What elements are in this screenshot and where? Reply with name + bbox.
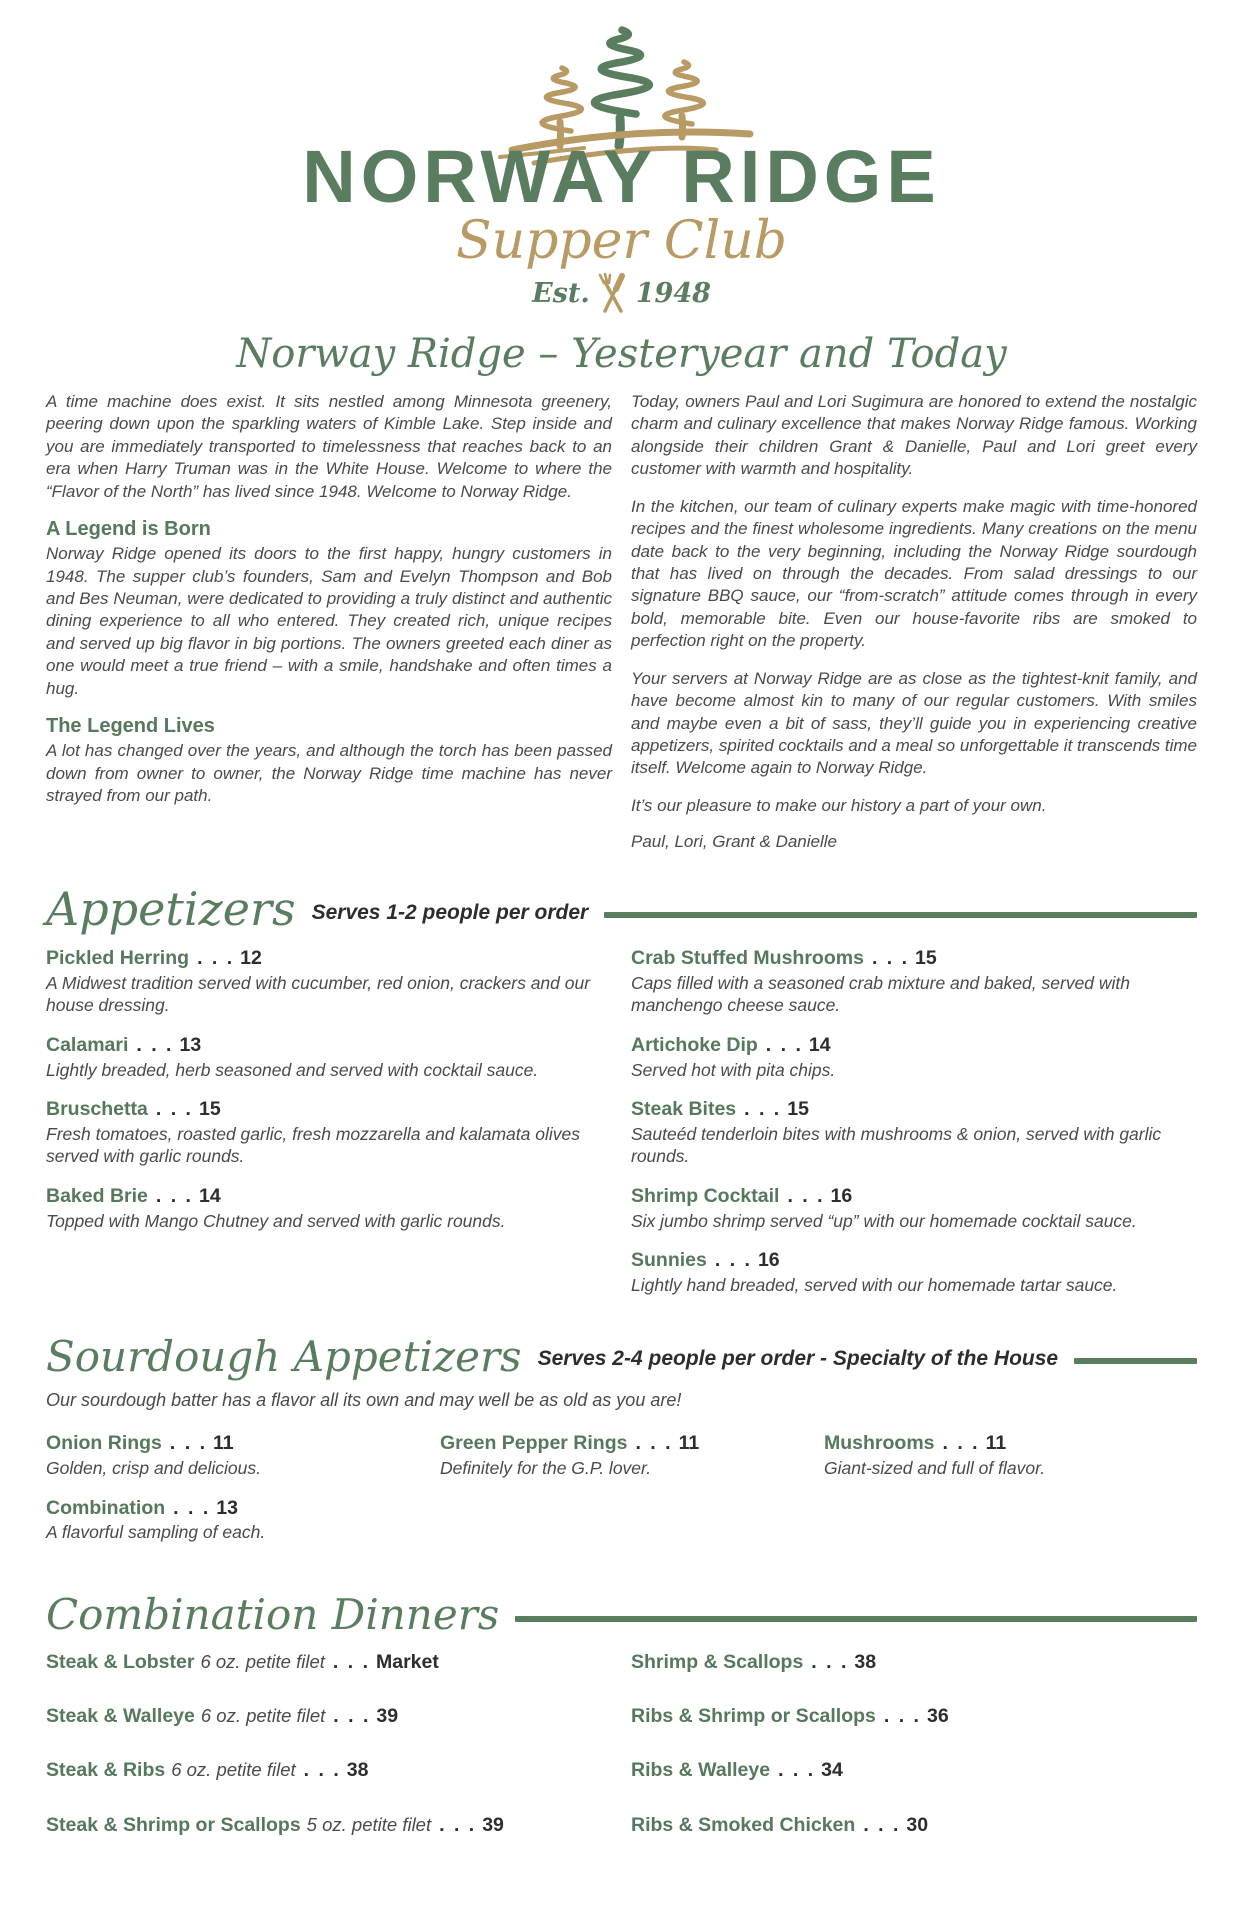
- item-detail: 6 oz. petite filet: [200, 1650, 325, 1672]
- intro-paragraph: In the kitchen, our team of culinary experts make magic with time-honored recipes and the finest wholesome ingredients. Many creations on the menu date back to the very beginning, including the Norway Ridge sourdough that has lived on through the decades. From salad dressings to our signature BBQ sauce, our “from-scratch” attitude comes through in every bold, memorable bite. Even our house-favorite ribs are smoked to perfection right on the property.: [631, 496, 1197, 651]
- item-price: 13: [216, 1496, 238, 1519]
- item-dots: . . .: [765, 1034, 803, 1057]
- item-dots: . . .: [169, 1432, 207, 1455]
- item-name: Sunnies: [631, 1249, 707, 1272]
- item-desc: Fresh tomatoes, roasted garlic, fresh mozzarella and kalamata olives served with garlic rounds.: [46, 1123, 580, 1167]
- menu-item: [631, 1758, 1197, 1782]
- signature: Paul, Lori, Grant & Danielle: [631, 832, 837, 852]
- combination-dinners-header: [46, 1589, 1197, 1639]
- item-name: Combination: [46, 1496, 166, 1519]
- item-price: 30: [906, 1813, 929, 1836]
- item-dots: . . .: [332, 1650, 370, 1673]
- menu-item: [46, 1097, 612, 1168]
- appetizers-section: [0, 882, 1243, 1312]
- item-name: Onion Rings: [46, 1432, 162, 1455]
- item-price: 14: [198, 1185, 221, 1208]
- item-dots: . . .: [811, 1650, 849, 1673]
- menu-item: [440, 1431, 824, 1479]
- item-price: 11: [213, 1432, 234, 1455]
- item-desc: Definitely for the G.P. lover.: [440, 1457, 652, 1478]
- item-price: Market: [376, 1650, 439, 1673]
- item-dots: . . .: [942, 1432, 980, 1455]
- menu-item: [631, 946, 1197, 1017]
- established-line: [0, 273, 1243, 315]
- intro-right-column: [631, 391, 1197, 852]
- item-price: 39: [482, 1813, 504, 1836]
- item-price: 38: [854, 1650, 877, 1673]
- item-price: 16: [757, 1249, 780, 1272]
- item-desc: A flavorful sampling of each.: [46, 1521, 266, 1542]
- sourdough-intro: Our sourdough batter has a flavor all its own and may well be as old as you are!: [46, 1390, 682, 1411]
- menu-item: [46, 1813, 612, 1837]
- item-dots: . . .: [744, 1098, 782, 1121]
- item-desc: A Midwest tradition served with cucumber, red onion, crackers and our house dressing.: [46, 972, 591, 1016]
- item-price: 34: [821, 1759, 843, 1782]
- menu-item: [46, 1650, 612, 1674]
- menu-item: [824, 1431, 1197, 1479]
- item-price: 11: [678, 1432, 700, 1455]
- item-name: Calamari: [46, 1034, 129, 1057]
- section-divider: [604, 912, 1197, 918]
- section-divider: [1074, 1358, 1197, 1364]
- item-name: Mushrooms: [824, 1432, 935, 1455]
- item-detail: 6 oz. petite filet: [171, 1759, 296, 1781]
- sourdough-section: [0, 1332, 1243, 1559]
- menu-item: [631, 1704, 1197, 1728]
- item-price: 16: [830, 1185, 853, 1208]
- item-name: Ribs & Smoked Chicken: [631, 1813, 856, 1836]
- header: [0, 0, 1243, 315]
- menu-item: [46, 1033, 612, 1081]
- item-price: 38: [346, 1759, 369, 1782]
- item-dots: . . .: [173, 1496, 211, 1519]
- item-name: Green Pepper Rings: [440, 1432, 628, 1455]
- combination-dinners-title: Combination Dinners: [46, 1589, 500, 1639]
- brand-name: NORWAY RIDGE: [302, 135, 941, 218]
- item-name: Baked Brie: [46, 1185, 148, 1208]
- item-name: Steak Bites: [631, 1098, 737, 1121]
- item-desc: Lightly breaded, herb seasoned and served with cocktail sauce.: [46, 1059, 539, 1080]
- item-name: Artichoke Dip: [631, 1034, 758, 1057]
- sourdough-header: [46, 1332, 1197, 1382]
- dinners-columns: [46, 1650, 1197, 1868]
- appetizers-columns: [46, 946, 1197, 1312]
- section-divider: [515, 1616, 1197, 1622]
- item-price: 36: [926, 1705, 949, 1728]
- item-desc: Sauteéd tenderloin bites with mushrooms & onion, served with garlic rounds.: [631, 1123, 1162, 1167]
- item-price: 11: [985, 1432, 1007, 1455]
- item-price: 14: [808, 1034, 831, 1057]
- legend-born-text: Norway Ridge opened its doors to the first happy, hungry customers in 1948. The supper club’s founders, Sam and Evelyn Thompson and Bob and Bes Neuman, were dedicated to providing a truly distinct and authentic dining experience to all who entered. They created rich, unique recipes and served up big flavor in big portions. The owners greeted each diner as one would meet a true friend – with a smile, handshake and often times a hug.: [46, 544, 612, 698]
- item-name: Steak & Ribs: [46, 1759, 166, 1782]
- item-name: Steak & Shrimp or Scallops: [46, 1813, 301, 1836]
- item-name: Steak & Lobster: [46, 1650, 195, 1673]
- est-year: 1948: [635, 278, 711, 310]
- intro-paragraph: Today, owners Paul and Lori Sugimura are honored to extend the nostalgic charm and culinary excellence that makes Norway Ridge famous. Working alongside their children Grant & Danielle, Paul and Lori greet every customer with warmth and hospitality.: [631, 391, 1197, 479]
- item-dots: . . .: [714, 1249, 752, 1272]
- est-prefix: Est.: [532, 278, 590, 310]
- item-dots: . . .: [439, 1813, 477, 1836]
- dinners-left-column: [46, 1650, 612, 1868]
- appetizers-subtitle: Serves 1-2 people per order: [311, 901, 589, 925]
- item-price: 15: [787, 1098, 809, 1121]
- item-dots: . . .: [635, 1432, 673, 1455]
- sourdough-grid: [46, 1431, 1197, 1559]
- item-dots: . . .: [197, 947, 235, 970]
- menu-item: [46, 1758, 612, 1782]
- menu-item: [46, 946, 612, 1017]
- menu-item: [631, 1097, 1197, 1168]
- item-desc: Golden, crisp and delicious.: [46, 1457, 261, 1478]
- item-dots: . . .: [333, 1705, 371, 1728]
- item-name: Steak & Walleye: [46, 1705, 195, 1728]
- legend-lives-heading: The Legend Lives: [46, 715, 215, 738]
- item-desc: Giant-sized and full of flavor.: [824, 1457, 1046, 1478]
- item-name: Crab Stuffed Mushrooms: [631, 947, 864, 970]
- appetizers-right-column: [631, 946, 1197, 1312]
- menu-item: [46, 1496, 440, 1544]
- item-dots: . . .: [155, 1185, 193, 1208]
- sourdough-title: Sourdough Appetizers: [46, 1332, 522, 1382]
- item-detail: 6 oz. petite filet: [200, 1705, 326, 1727]
- menu-item: [46, 1704, 612, 1728]
- menu-item: [631, 1184, 1197, 1232]
- item-name: Pickled Herring: [46, 947, 190, 970]
- appetizers-title: Appetizers: [46, 882, 296, 937]
- menu-item: [46, 1184, 612, 1232]
- menu-item: [631, 1248, 1197, 1296]
- item-desc: Caps filled with a seasoned crab mixture and baked, served with manchengo cheese sauce.: [631, 972, 1131, 1016]
- item-name: Shrimp Cocktail: [631, 1185, 780, 1208]
- dinners-right-column: [631, 1650, 1197, 1868]
- brand-subtitle: Supper Club: [455, 211, 788, 272]
- item-price: 13: [179, 1034, 202, 1057]
- intro-paragraph: It’s our pleasure to make our history a part of your own.: [631, 795, 1047, 815]
- item-dots: . . .: [155, 1098, 193, 1121]
- item-dots: . . .: [883, 1705, 921, 1728]
- item-name: Bruschetta: [46, 1098, 148, 1121]
- menu-item: [631, 1650, 1197, 1674]
- item-detail: 5 oz. petite filet: [306, 1813, 432, 1835]
- item-price: 15: [915, 947, 937, 970]
- appetizers-left-column: [46, 946, 612, 1312]
- sourdough-subtitle: Serves 2-4 people per order - Specialty of the House: [537, 1347, 1059, 1371]
- item-price: 15: [198, 1098, 221, 1121]
- item-dots: . . .: [871, 947, 910, 970]
- crossed-fork-knife-icon: [596, 273, 630, 315]
- item-price: 39: [376, 1705, 399, 1728]
- intro-paragraph: Your servers at Norway Ridge are as close as the tightest-knit family, and have become almost kin to many of our regular customers. With smiles and maybe even a bit of sass, they’ll guide you in experiencing creative appetizers, spirited cocktails and a meal so unforgettable it transcends time itself. Welcome again to Norway Ridge.: [631, 668, 1198, 778]
- combination-dinners-section: [0, 1589, 1243, 1868]
- intro-columns: [0, 391, 1243, 852]
- appetizers-header: [46, 882, 1197, 937]
- item-name: Shrimp & Scallops: [631, 1650, 804, 1673]
- item-dots: . . .: [787, 1185, 825, 1208]
- item-desc: Topped with Mango Chutney and served with garlic rounds.: [46, 1210, 506, 1231]
- sourdough-column: [440, 1431, 824, 1559]
- item-name: Ribs & Shrimp or Scallops: [631, 1705, 876, 1728]
- sourdough-column: [46, 1431, 440, 1559]
- item-desc: Lightly hand breaded, served with our homemade tartar sauce.: [631, 1274, 1118, 1295]
- menu-item: [46, 1431, 440, 1479]
- intro-paragraph: A time machine does exist. It sits nestled among Minnesota greenery, peering down upon the sparkling waters of Kimble Lake. Step inside and you are immediately transported to timelessness that reaches back to an era when Harry Truman was in the White House. Welcome to where the “Flavor of the North” has lived since 1948. Welcome to Norway Ridge.: [46, 391, 612, 501]
- item-desc: Served hot with pita chips.: [631, 1059, 836, 1080]
- item-dots: . . .: [778, 1759, 816, 1782]
- item-dots: . . .: [303, 1759, 341, 1782]
- intro-left-column: [46, 391, 612, 852]
- item-name: Ribs & Walleye: [631, 1759, 771, 1782]
- item-desc: Six jumbo shrimp served “up” with our homemade cocktail sauce.: [631, 1210, 1137, 1231]
- item-dots: . . .: [863, 1813, 901, 1836]
- menu-item: [631, 1813, 1197, 1837]
- legend-lives-text: A lot has changed over the years, and although the torch has been passed down from owner to owner, the Norway Ridge time machine has never strayed from our path.: [46, 741, 612, 806]
- item-dots: . . .: [136, 1034, 174, 1057]
- item-price: 12: [240, 947, 262, 970]
- intro-headline: Norway Ridge – Yesteryear and Today: [236, 330, 1007, 377]
- menu-item: [631, 1033, 1197, 1081]
- sourdough-column: [824, 1431, 1197, 1559]
- legend-born-heading: A Legend is Born: [46, 518, 211, 541]
